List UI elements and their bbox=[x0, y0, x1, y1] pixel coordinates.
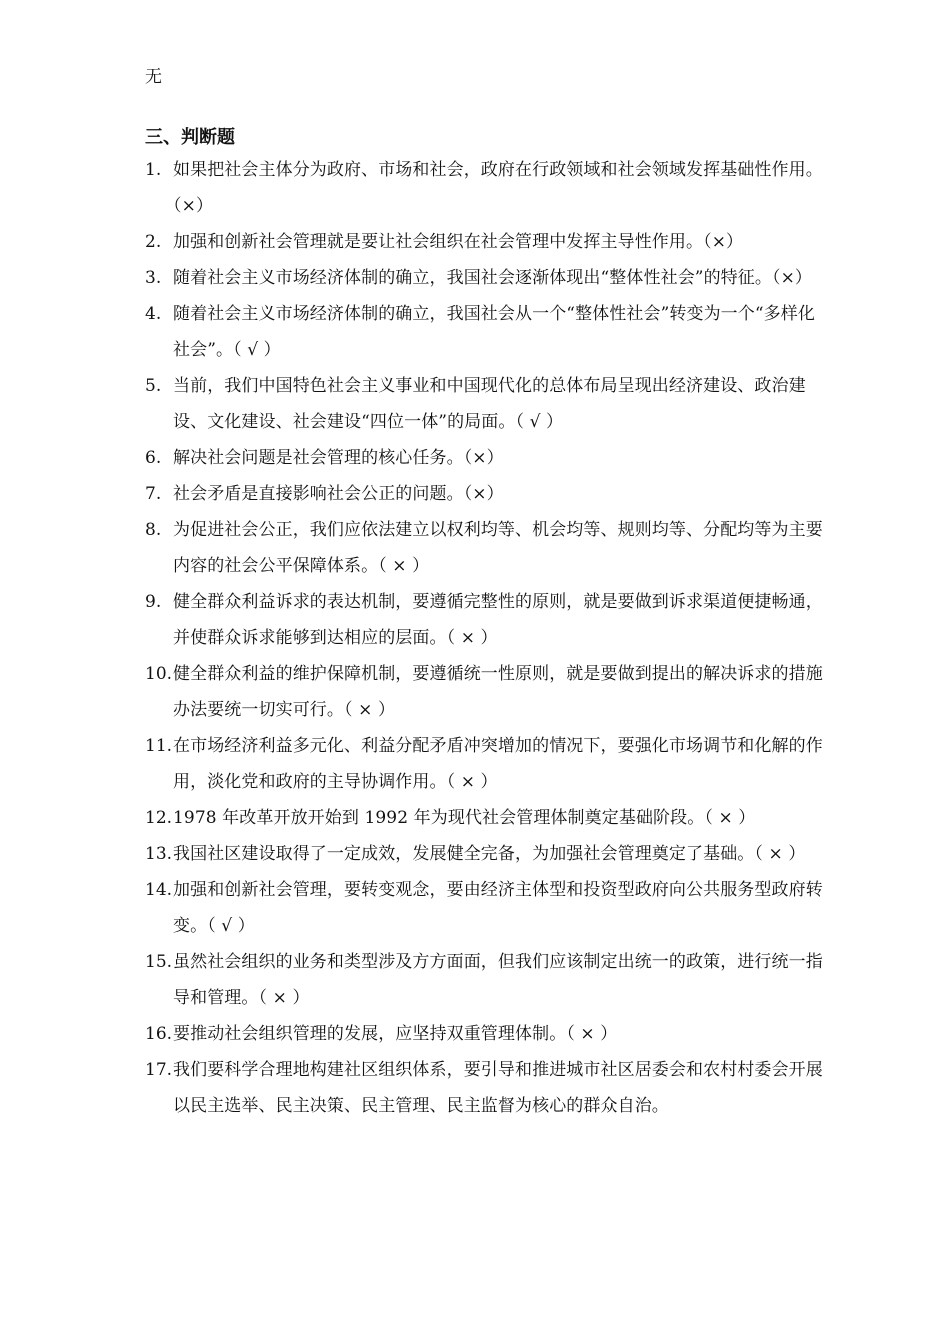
question-statement: 为促进社会公正，我们应依法建立以权利均等、机会均等、规则均等、分配均等为主要内容的社会公平保障体系。 bbox=[173, 520, 823, 576]
question-answer: （×） bbox=[703, 232, 744, 252]
question-text bbox=[173, 368, 825, 440]
question-item-5 bbox=[145, 368, 825, 440]
question-text bbox=[173, 584, 825, 656]
question-statement: 加强和创新社会管理，要转变观念，要由经济主体型和投资型政府向公共服务型政府转变。 bbox=[173, 880, 823, 936]
top-text: 无 bbox=[145, 67, 162, 87]
question-answer: （ × ） bbox=[754, 844, 806, 864]
question-statement: 当前，我们中国特色社会主义事业和中国现代化的总体布局呈现出经济建设、政治建设、文化建设、社会建设“四位一体”的局面。 bbox=[173, 376, 806, 432]
question-statement: 在市场经济利益多元化、利益分配矛盾冲突增加的情况下，要强化市场调节和化解的作用，淡化党和政府的主导协调作用。 bbox=[173, 736, 823, 792]
question-number: 13. bbox=[145, 844, 173, 864]
question-text bbox=[173, 836, 825, 872]
question-text bbox=[173, 656, 825, 728]
question-statement: 随着社会主义市场经济体制的确立，我国社会从一个“整体性社会”转变为一个“多样化社会”。 bbox=[173, 304, 815, 360]
question-item-16 bbox=[145, 1016, 825, 1052]
question-text bbox=[173, 224, 825, 260]
question-statement: 虽然社会组织的业务和类型涉及方方面面，但我们应该制定出统一的政策，进行统一指导和管理。 bbox=[173, 952, 823, 1008]
question-list bbox=[145, 152, 825, 1124]
question-answer: （ × ） bbox=[704, 808, 756, 828]
question-statement: 健全群众利益的维护保障机制，要遵循统一性原则，就是要做到提出的解决诉求的措施办法要统一切实可行。 bbox=[173, 664, 823, 720]
question-answer: （ × ） bbox=[258, 988, 310, 1008]
question-item-14 bbox=[145, 872, 825, 944]
question-item-6 bbox=[145, 440, 825, 476]
question-answer: （ × ） bbox=[446, 628, 498, 648]
question-number: 6. bbox=[145, 448, 162, 468]
question-item-1 bbox=[145, 152, 825, 224]
question-statement: 1978 年改革开放开始到 1992 年为现代社会管理体制奠定基础阶段。 bbox=[173, 808, 705, 828]
question-statement: 社会矛盾是直接影响社会公正的问题。 bbox=[173, 484, 464, 504]
question-number: 2. bbox=[145, 232, 162, 252]
question-number: 10. bbox=[145, 664, 173, 684]
question-statement: 要推动社会组织管理的发展，应坚持双重管理体制。 bbox=[173, 1024, 567, 1044]
question-answer: （ √ ） bbox=[207, 916, 255, 936]
question-answer: （ × ） bbox=[566, 1024, 618, 1044]
question-number: 11. bbox=[145, 736, 173, 756]
question-number: 14. bbox=[145, 880, 173, 900]
question-item-2 bbox=[145, 224, 825, 260]
question-item-9 bbox=[145, 584, 825, 656]
question-item-3 bbox=[145, 260, 825, 296]
question-answer: （×） bbox=[463, 484, 504, 504]
question-number: 7. bbox=[145, 484, 162, 504]
question-item-10 bbox=[145, 656, 825, 728]
question-statement: 解决社会问题是社会管理的核心任务。 bbox=[173, 448, 464, 468]
question-text bbox=[173, 260, 825, 296]
question-item-13 bbox=[145, 836, 825, 872]
question-text bbox=[173, 296, 825, 368]
question-statement: 我们要科学合理地构建社区组织体系，要引导和推进城市社区居委会和农村村委会开展以民主选举、民主决策、民主管理、民主监督为核心的群众自治。 bbox=[173, 1060, 823, 1116]
question-item-7 bbox=[145, 476, 825, 512]
question-number: 17. bbox=[145, 1060, 173, 1080]
section-title: 三、判断题 bbox=[145, 127, 235, 148]
question-statement: 我国社区建设取得了一定成效，发展健全完备，为加强社会管理奠定了基础。 bbox=[173, 844, 755, 864]
question-text bbox=[173, 800, 825, 836]
question-number: 1. bbox=[145, 160, 162, 180]
question-answer: （×） bbox=[463, 448, 504, 468]
question-answer: （ × ） bbox=[378, 556, 430, 576]
question-statement: 健全群众利益诉求的表达机制，要遵循完整性的原则，就是要做到诉求渠道便捷畅通，并使群众诉求能够到达相应的层面。 bbox=[173, 592, 823, 648]
question-answer: （ √ ） bbox=[233, 340, 281, 360]
question-number: 3. bbox=[145, 268, 162, 288]
question-number: 8. bbox=[145, 520, 162, 540]
question-text bbox=[173, 440, 825, 476]
question-statement: 如果把社会主体分为政府、市场和社会，政府在行政领域和社会领域发挥基础性作用。 bbox=[173, 160, 823, 180]
question-statement: 随着社会主义市场经济体制的确立，我国社会逐渐体现出“整体性社会”的特征。 bbox=[173, 268, 772, 288]
question-text bbox=[173, 512, 825, 584]
question-item-17 bbox=[145, 1052, 825, 1124]
question-text bbox=[173, 476, 825, 512]
question-item-11 bbox=[145, 728, 825, 800]
question-text bbox=[173, 1016, 825, 1052]
question-text bbox=[173, 152, 825, 224]
question-number: 5. bbox=[145, 376, 162, 396]
question-answer: （ √ ） bbox=[515, 412, 564, 432]
question-answer: （ × ） bbox=[344, 700, 396, 720]
question-answer: （×） bbox=[771, 268, 813, 288]
question-item-15 bbox=[145, 944, 825, 1016]
question-number: 12. bbox=[145, 808, 173, 828]
question-text bbox=[173, 872, 825, 944]
question-answer: （×） bbox=[173, 196, 214, 216]
question-number: 16. bbox=[145, 1024, 173, 1044]
question-statement: 加强和创新社会管理就是要让社会组织在社会管理中发挥主导性作用。 bbox=[173, 232, 704, 252]
question-text bbox=[173, 728, 825, 800]
question-text bbox=[173, 944, 825, 1016]
question-number: 9. bbox=[145, 592, 162, 612]
question-item-8 bbox=[145, 512, 825, 584]
question-item-4 bbox=[145, 296, 825, 368]
question-text bbox=[173, 1052, 825, 1124]
question-item-12 bbox=[145, 800, 825, 836]
question-number: 4. bbox=[145, 304, 162, 324]
question-answer: （ × ） bbox=[446, 772, 498, 792]
question-number: 15. bbox=[145, 952, 173, 972]
